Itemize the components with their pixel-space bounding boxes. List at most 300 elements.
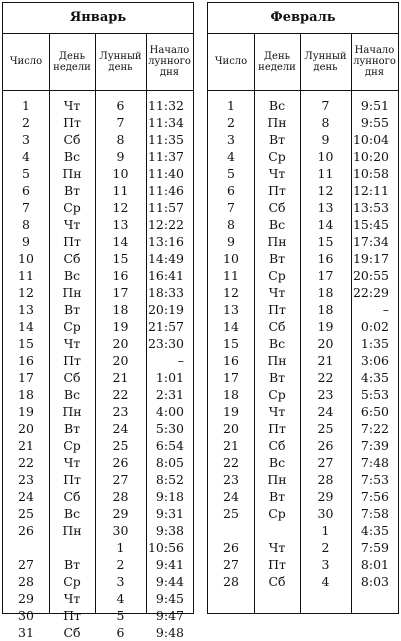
- weekday: Вс: [63, 387, 81, 402]
- weekday: Сб: [63, 489, 81, 504]
- day-number: 3: [22, 132, 30, 147]
- lunar-day-start: 9:48: [155, 625, 184, 640]
- lunar-day-start: 11:37: [147, 149, 184, 164]
- table-row: [3, 607, 193, 624]
- lunar-day: 17: [317, 268, 334, 283]
- lunar-day: 6: [116, 98, 125, 113]
- table-row: [3, 148, 193, 165]
- lunar-day-start: 4:35: [360, 370, 389, 385]
- lunar-day-start: 20:19: [147, 302, 184, 317]
- day-number: 16: [18, 353, 34, 368]
- lunar-day-start: 7:53: [360, 472, 389, 487]
- lunar-day-start: –: [177, 353, 184, 368]
- day-number: 26: [223, 540, 239, 555]
- lunar-day: 4: [116, 591, 125, 606]
- lunar-day-start: 18:33: [147, 285, 184, 300]
- lunar-day: 15: [317, 234, 334, 249]
- lunar-day: 4: [321, 574, 330, 589]
- day-number: 24: [18, 489, 34, 504]
- lunar-day: 13: [317, 200, 334, 215]
- weekday: Вт: [268, 370, 286, 385]
- lunar-day-start: 9:38: [155, 523, 184, 538]
- day-number: 22: [223, 455, 239, 470]
- day-number: 23: [223, 472, 239, 487]
- lunar-day: 20: [317, 336, 334, 351]
- table-row: [3, 250, 193, 267]
- lunar-day: 16: [112, 268, 129, 283]
- day-number: 8: [227, 217, 235, 232]
- lunar-day: 17: [112, 285, 129, 300]
- lunar-day-start: 1:35: [360, 336, 389, 351]
- header-lunar-day: Лунный день: [304, 50, 347, 73]
- day-number: 13: [223, 302, 239, 317]
- day-number: 18: [223, 387, 239, 402]
- table-row: [208, 488, 398, 505]
- weekday: Сб: [63, 370, 81, 385]
- lunar-day: 21: [112, 370, 129, 385]
- lunar-day-start: 20:55: [352, 268, 389, 283]
- lunar-day-start: 2:31: [155, 387, 184, 402]
- table-row: [208, 369, 398, 386]
- table-row: [3, 165, 193, 182]
- table-row: [208, 403, 398, 420]
- lunar-day: 11: [317, 166, 334, 181]
- table-row: [208, 335, 398, 352]
- january-title: Январь: [3, 3, 193, 34]
- lunar-day-start: 9:55: [360, 115, 389, 130]
- lunar-day: 26: [317, 438, 334, 453]
- table-row: [208, 250, 398, 267]
- lunar-day: 16: [317, 251, 334, 266]
- lunar-day: 30: [112, 523, 129, 538]
- weekday: Ср: [63, 319, 81, 334]
- weekday: Чт: [63, 455, 81, 470]
- lunar-day-start: 11:57: [147, 200, 184, 215]
- table-row: [208, 318, 398, 335]
- day-number: 13: [18, 302, 34, 317]
- header-lunar-day-start: Начало лунного дня: [353, 45, 396, 78]
- lunar-day: 2: [116, 557, 125, 572]
- weekday: Ср: [268, 268, 286, 283]
- table-row: [208, 267, 398, 284]
- table-row: [208, 352, 398, 369]
- table-row: [3, 386, 193, 403]
- lunar-day-start: 8:03: [360, 574, 389, 589]
- weekday: Пн: [267, 115, 287, 130]
- weekday: Пн: [267, 472, 287, 487]
- table-row: [3, 539, 193, 556]
- lunar-day: 1: [321, 523, 330, 538]
- table-row: [208, 539, 398, 556]
- weekday: Ср: [268, 506, 286, 521]
- lunar-day-start: 7:22: [360, 421, 389, 436]
- lunar-day-start: 7:56: [360, 489, 389, 504]
- day-number: 2: [22, 115, 30, 130]
- lunar-day-start: 15:45: [352, 217, 389, 232]
- lunar-day: 11: [112, 183, 129, 198]
- february-rows: [208, 97, 398, 590]
- weekday: Сб: [268, 438, 286, 453]
- weekday: Пт: [268, 557, 286, 572]
- weekday: Чт: [268, 166, 286, 181]
- weekday: Ср: [268, 387, 286, 402]
- table-row: [3, 199, 193, 216]
- lunar-day: 25: [317, 421, 334, 436]
- weekday: Вс: [63, 149, 81, 164]
- table-row: [3, 573, 193, 590]
- weekday: Сб: [268, 200, 286, 215]
- day-number: 15: [18, 336, 34, 351]
- lunar-day: 19: [317, 319, 334, 334]
- lunar-day-start: 11:46: [147, 183, 184, 198]
- lunar-day: 6: [116, 625, 125, 640]
- lunar-day: 26: [112, 455, 129, 470]
- weekday: Чт: [63, 217, 81, 232]
- table-row: [208, 182, 398, 199]
- lunar-day-start: 8:01: [360, 557, 389, 572]
- lunar-day-start: 3:06: [360, 353, 389, 368]
- weekday: Вс: [63, 268, 81, 283]
- lunar-day-start: 12:11: [352, 183, 389, 198]
- weekday: Пт: [268, 302, 286, 317]
- header-number: Число: [214, 56, 248, 67]
- lunar-day-start: 11:32: [147, 98, 184, 113]
- day-number: 20: [223, 421, 239, 436]
- day-number: 7: [227, 200, 235, 215]
- weekday: Сб: [63, 132, 81, 147]
- lunar-day-start: 8:05: [155, 455, 184, 470]
- table-row: [3, 471, 193, 488]
- lunar-day: 27: [112, 472, 129, 487]
- table-row: [208, 199, 398, 216]
- lunar-day-start: 5:53: [360, 387, 389, 402]
- lunar-day: 20: [112, 353, 129, 368]
- weekday: Ср: [63, 438, 81, 453]
- weekday: [254, 522, 300, 539]
- lunar-day: 19: [112, 319, 129, 334]
- day-number: 24: [223, 489, 239, 504]
- table-row: [3, 522, 193, 539]
- january-rows: [3, 97, 193, 641]
- table-row: [208, 386, 398, 403]
- table-row: [3, 216, 193, 233]
- weekday: Пт: [63, 608, 81, 623]
- lunar-day: 15: [112, 251, 129, 266]
- weekday: Пн: [62, 285, 82, 300]
- lunar-day-start: 9:18: [155, 489, 184, 504]
- weekday: Вс: [268, 336, 286, 351]
- weekday: Ср: [268, 149, 286, 164]
- lunar-day: 23: [112, 404, 129, 419]
- weekday: Пн: [267, 234, 287, 249]
- day-number: 28: [223, 574, 239, 589]
- weekday: Вс: [268, 455, 286, 470]
- lunar-day: 12: [317, 183, 334, 198]
- february-header-row: [208, 33, 398, 91]
- lunar-day: 3: [321, 557, 330, 572]
- day-number: 1: [227, 98, 235, 113]
- day-number: 11: [18, 268, 34, 283]
- lunar-day-start: 9:31: [155, 506, 184, 521]
- day-number: 12: [223, 285, 239, 300]
- table-row: [208, 556, 398, 573]
- day-number: 5: [227, 166, 235, 181]
- table-row: [3, 131, 193, 148]
- table-row: [3, 403, 193, 420]
- table-row: [3, 624, 193, 641]
- table-row: [208, 284, 398, 301]
- day-number: 29: [18, 591, 34, 606]
- day-number: 27: [223, 557, 239, 572]
- lunar-day: 28: [317, 472, 334, 487]
- table-row: [3, 301, 193, 318]
- lunar-day-start: 10:04: [352, 132, 389, 147]
- weekday: Сб: [268, 319, 286, 334]
- table-row: [208, 522, 398, 539]
- lunar-day: 18: [112, 302, 129, 317]
- lunar-day-start: 6:54: [155, 438, 184, 453]
- weekday: Вт: [63, 302, 81, 317]
- weekday: Пт: [268, 421, 286, 436]
- table-row: [208, 505, 398, 522]
- table-row: [3, 97, 193, 114]
- day-number: 6: [227, 183, 235, 198]
- lunar-day: 29: [317, 489, 334, 504]
- header-lunar-day: Лунный день: [99, 50, 142, 73]
- day-number: 27: [18, 557, 34, 572]
- february-table: [207, 2, 399, 614]
- lunar-day: 18: [317, 302, 334, 317]
- day-number: 9: [22, 234, 30, 249]
- lunar-day: 14: [317, 217, 334, 232]
- weekday: Пт: [268, 183, 286, 198]
- weekday: Пн: [62, 166, 82, 181]
- day-number: 22: [18, 455, 34, 470]
- lunar-day-start: 10:20: [352, 149, 389, 164]
- table-row: [3, 420, 193, 437]
- day-number: 4: [22, 149, 30, 164]
- lunar-day: 24: [317, 404, 334, 419]
- day-number: 28: [18, 574, 34, 589]
- table-row: [208, 97, 398, 114]
- lunar-day-start: 9:44: [155, 574, 184, 589]
- weekday: Чт: [268, 404, 286, 419]
- day-number: 25: [223, 506, 239, 521]
- lunar-day-start: 13:53: [352, 200, 389, 215]
- weekday: Сб: [63, 251, 81, 266]
- table-row: [208, 165, 398, 182]
- lunar-day: 9: [321, 132, 330, 147]
- weekday: [49, 539, 95, 556]
- day-number: 12: [18, 285, 34, 300]
- table-row: [208, 131, 398, 148]
- table-row: [208, 216, 398, 233]
- day-number: 17: [223, 370, 239, 385]
- day-number: 1: [22, 98, 30, 113]
- day-number: 6: [22, 183, 30, 198]
- lunar-day: 13: [112, 217, 129, 232]
- table-row: [3, 233, 193, 250]
- day-number: 14: [18, 319, 34, 334]
- lunar-day: 22: [112, 387, 129, 402]
- lunar-day: 10: [317, 149, 334, 164]
- lunar-day: 5: [116, 608, 125, 623]
- header-lunar-day-start: Начало лунного дня: [148, 45, 191, 78]
- weekday: Чт: [268, 540, 286, 555]
- lunar-day: 20: [112, 336, 129, 351]
- lunar-day: 30: [317, 506, 334, 521]
- day-number: 2: [227, 115, 235, 130]
- lunar-day-start: 1:01: [155, 370, 184, 385]
- table-row: [3, 318, 193, 335]
- day-number: [3, 539, 49, 556]
- lunar-day-start: 6:50: [360, 404, 389, 419]
- table-row: [3, 505, 193, 522]
- day-number: 5: [22, 166, 30, 181]
- weekday: Вс: [268, 217, 286, 232]
- weekday: Пт: [63, 353, 81, 368]
- weekday: Вт: [268, 251, 286, 266]
- lunar-day: 25: [112, 438, 129, 453]
- day-number: 30: [18, 608, 34, 623]
- weekday: Чт: [268, 285, 286, 300]
- weekday: Пн: [267, 353, 287, 368]
- lunar-day-start: 9:47: [155, 608, 184, 623]
- table-row: [3, 454, 193, 471]
- weekday: Пт: [63, 115, 81, 130]
- day-number: 21: [18, 438, 34, 453]
- lunar-day-start: –: [382, 302, 389, 317]
- table-row: [3, 114, 193, 131]
- lunar-day-start: 19:17: [352, 251, 389, 266]
- lunar-day-start: 14:49: [147, 251, 184, 266]
- table-row: [3, 590, 193, 607]
- table-row: [208, 233, 398, 250]
- lunar-day: 9: [116, 149, 125, 164]
- day-number: 16: [223, 353, 239, 368]
- table-row: [208, 471, 398, 488]
- weekday: Вт: [268, 489, 286, 504]
- weekday: Чт: [63, 591, 81, 606]
- lunar-day: 21: [317, 353, 334, 368]
- day-number: 4: [227, 149, 235, 164]
- table-row: [3, 284, 193, 301]
- weekday: Вс: [268, 98, 286, 113]
- table-row: [3, 182, 193, 199]
- day-number: 3: [227, 132, 235, 147]
- day-number: 23: [18, 472, 34, 487]
- lunar-day-start: 13:16: [147, 234, 184, 249]
- lunar-day-start: 4:00: [155, 404, 184, 419]
- lunar-day: 7: [116, 115, 125, 130]
- table-row: [3, 556, 193, 573]
- weekday: Ср: [63, 574, 81, 589]
- lunar-day-start: 9:45: [155, 591, 184, 606]
- weekday: Вт: [63, 183, 81, 198]
- weekday: Пн: [62, 523, 82, 538]
- lunar-day-start: 11:34: [147, 115, 184, 130]
- day-number: 14: [223, 319, 239, 334]
- weekday: Сб: [268, 574, 286, 589]
- lunar-day: 8: [321, 115, 330, 130]
- table-row: [3, 369, 193, 386]
- january-header-row: [3, 33, 193, 91]
- day-number: 7: [22, 200, 30, 215]
- lunar-day-start: 23:30: [147, 336, 184, 351]
- lunar-day-start: 7:39: [360, 438, 389, 453]
- weekday: Пт: [63, 472, 81, 487]
- lunar-day-start: 11:40: [147, 166, 184, 181]
- lunar-day-start: 22:29: [352, 285, 389, 300]
- day-number: 17: [18, 370, 34, 385]
- lunar-day: 7: [321, 98, 330, 113]
- day-number: 11: [223, 268, 239, 283]
- weekday: Пн: [62, 404, 82, 419]
- table-row: [208, 148, 398, 165]
- table-row: [3, 335, 193, 352]
- lunar-day-start: 7:58: [360, 506, 389, 521]
- lunar-day-start: 16:41: [147, 268, 184, 283]
- lunar-day: 3: [116, 574, 125, 589]
- table-row: [208, 420, 398, 437]
- table-row: [3, 267, 193, 284]
- table-row: [208, 573, 398, 590]
- lunar-day: 28: [112, 489, 129, 504]
- lunar-day-start: 5:30: [155, 421, 184, 436]
- weekday: Вт: [268, 132, 286, 147]
- lunar-day-start: 21:57: [147, 319, 184, 334]
- lunar-day: 18: [317, 285, 334, 300]
- day-number: 18: [18, 387, 34, 402]
- day-number: 25: [18, 506, 34, 521]
- day-number: 10: [18, 251, 34, 266]
- weekday: Пт: [63, 234, 81, 249]
- lunar-day-start: 7:59: [360, 540, 389, 555]
- lunar-day-start: 9:51: [360, 98, 389, 113]
- weekday: Вс: [63, 506, 81, 521]
- lunar-day-start: 12:22: [147, 217, 184, 232]
- table-row: [3, 437, 193, 454]
- weekday: Чт: [63, 98, 81, 113]
- lunar-day-start: 11:35: [147, 132, 184, 147]
- weekday: Вт: [63, 557, 81, 572]
- day-number: 26: [18, 523, 34, 538]
- weekday: Чт: [63, 336, 81, 351]
- header-weekday: День недели: [258, 50, 296, 73]
- table-row: [208, 454, 398, 471]
- lunar-day: 1: [116, 540, 125, 555]
- header-number: Число: [9, 56, 43, 67]
- lunar-day-start: 17:34: [352, 234, 389, 249]
- lunar-day: 24: [112, 421, 129, 436]
- table-row: [3, 488, 193, 505]
- lunar-day: 12: [112, 200, 129, 215]
- day-number: 15: [223, 336, 239, 351]
- day-number: 31: [18, 625, 34, 640]
- day-number: 19: [223, 404, 239, 419]
- header-weekday: День недели: [53, 50, 91, 73]
- lunar-day-start: 10:58: [352, 166, 389, 181]
- day-number: 10: [223, 251, 239, 266]
- lunar-day: 8: [116, 132, 125, 147]
- weekday: Сб: [63, 625, 81, 640]
- lunar-day: 2: [321, 540, 330, 555]
- lunar-day: 27: [317, 455, 334, 470]
- table-row: [208, 114, 398, 131]
- lunar-day: 23: [317, 387, 334, 402]
- weekday: Ср: [63, 200, 81, 215]
- lunar-day-start: 4:35: [360, 523, 389, 538]
